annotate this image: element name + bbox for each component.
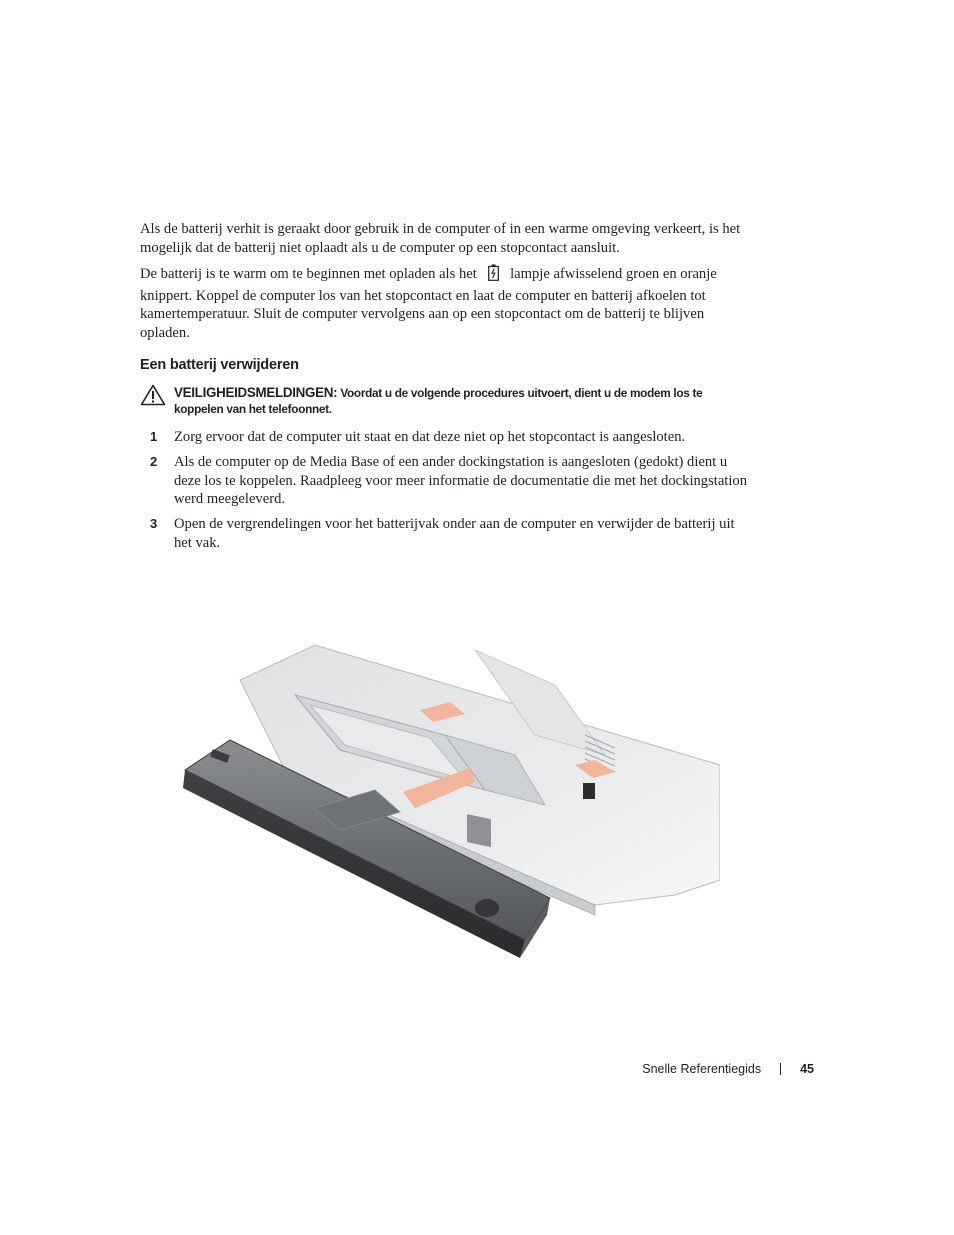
step-number: 3	[150, 516, 158, 531]
step-text: Open de vergrendelingen voor het batterijvak onder aan de computer en verwijder de batterij uit het vak.	[174, 516, 735, 551]
footer-separator	[780, 1063, 781, 1075]
paragraph-battery-warm	[140, 264, 755, 342]
paragraph-overheat: Als de batterij verhit is geraakt door gebruik in de computer of in een warme omgeving verkeert, is het mogelijk dat de batterij niet oplaadt als u de computer op een stopcontact aansluit.	[140, 221, 741, 256]
page-number: 45	[800, 1062, 814, 1076]
paragraph-battery-warm-end: lampje afwisselend groen en oranje knippert. Koppel de computer los van het stopcontact en laat de computer en batterij afkoelen tot kamertemperatuur. Sluit de computer vervolgens aan op een stopcontact om de batterij te blijven opladen.	[140, 266, 717, 341]
section-heading: Een batterij verwijderen	[140, 357, 299, 373]
warning-triangle-icon	[140, 384, 166, 406]
paragraph-battery-warm-start: De batterij is te warm om te beginnen met opladen als het	[140, 266, 477, 282]
battery-status-icon	[480, 264, 506, 287]
page-footer	[642, 1062, 814, 1076]
step-text: Zorg ervoor dat de computer uit staat en dat deze niet op het stopcontact is aangesloten.	[174, 429, 686, 445]
step-text: Als de computer op de Media Base of een ander dockingstation is aangesloten (gedokt) dient u deze los te koppelen. Raadpleeg voor meer informatie de documentatie die met het dockingstation werd meegeleverd.	[174, 454, 748, 508]
battery-removal-illustration	[175, 640, 720, 965]
footer-title: Snelle Referentiegids	[642, 1062, 762, 1076]
warning-text: Voordat u de volgende procedures uitvoert, dient u de modem los te koppelen van het telefoonnet.	[174, 386, 703, 416]
step-number: 1	[150, 429, 158, 444]
step-number: 2	[150, 454, 158, 469]
warning-label: VEILIGHEIDSMELDINGEN:	[174, 385, 338, 400]
safety-warning	[174, 385, 744, 417]
